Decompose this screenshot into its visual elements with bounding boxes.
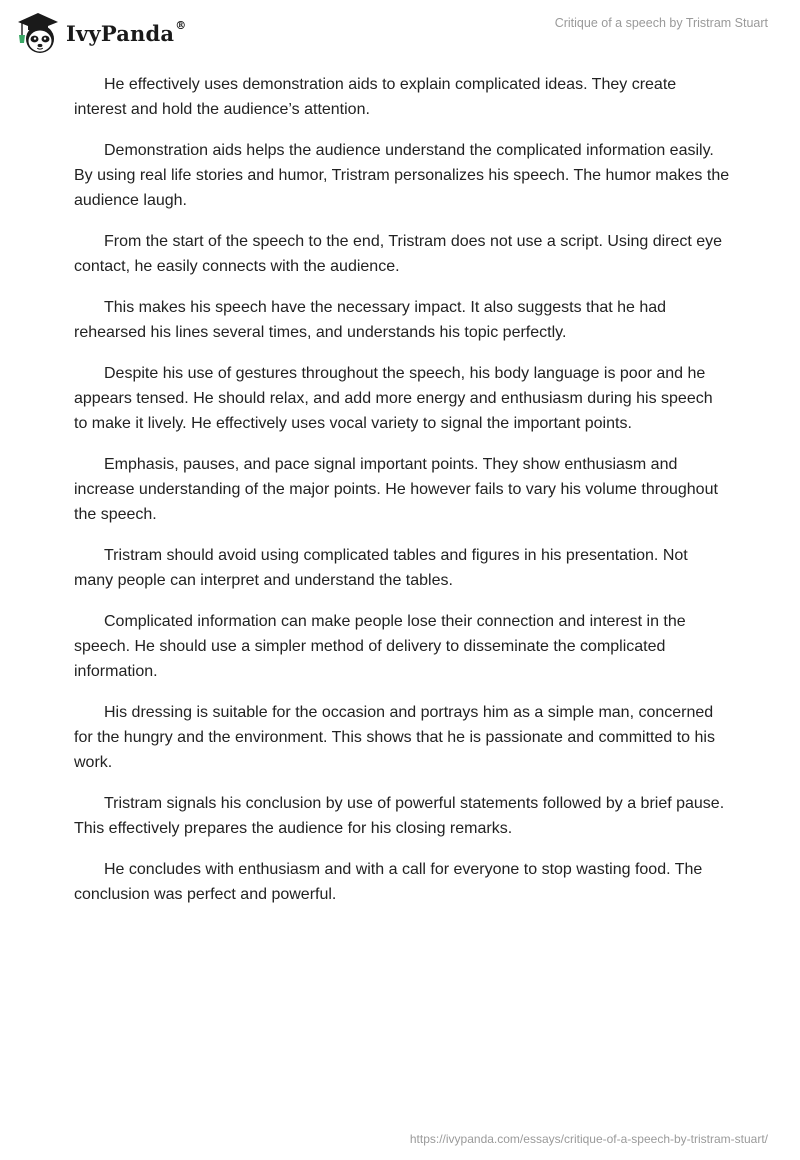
ivypanda-logo[interactable] xyxy=(14,9,186,57)
paragraph: His dressing is suitable for the occasion and portrays him as a simple man, concerned for the hungry and the environment. This shows that he is passionate and committed to his work. xyxy=(74,704,715,771)
paragraph: This makes his speech have the necessary impact. It also suggests that he had rehearsed his lines several times, and understands his topic perfectly. xyxy=(74,299,667,341)
panda-graduate-icon xyxy=(14,9,62,57)
paragraph: Tristram should avoid using complicated tables and figures in his presentation. Not many people can interpret and understand the tables. xyxy=(74,547,688,589)
essay-body xyxy=(74,72,730,923)
page-header xyxy=(0,0,800,64)
paragraph: He effectively uses demonstration aids to explain complicated ideas. They create interest and hold the audience’s attention. xyxy=(74,76,677,118)
paragraph: He concludes with enthusiasm and with a call for everyone to stop wasting food. The conclusion was perfect and powerful. xyxy=(74,861,703,903)
paragraph: Complicated information can make people lose their connection and interest in the speech. He should use a simpler method of delivery to disseminate the complicated information. xyxy=(74,613,686,680)
paragraph: Tristram signals his conclusion by use of powerful statements followed by a brief pause. This effectively prepares the audience for his closing remarks. xyxy=(74,795,725,837)
paragraph: Emphasis, pauses, and pace signal important points. They show enthusiasm and increase understanding of the major points. He however fails to vary his volume throughout the speech. xyxy=(74,456,718,523)
document-title: Critique of a speech by Tristram Stuart xyxy=(554,16,768,30)
brand-name: IvyPanda® xyxy=(66,18,187,46)
paragraph: Despite his use of gestures throughout the speech, his body language is poor and he appears tensed. He should relax, and add more energy and enthusiasm during his speech to make it lively. He effectively uses vocal variety to signal the important points. xyxy=(74,365,713,432)
registered-mark: ® xyxy=(175,18,187,32)
paragraph: From the start of the speech to the end, Tristram does not use a script. Using direct eye contact, he easily connects with the audience. xyxy=(74,233,723,275)
source-url-link[interactable]: https://ivypanda.com/essays/critique-of-a-speech-by-tristram-stuart/ xyxy=(409,1132,768,1146)
paragraph: Demonstration aids helps the audience understand the complicated information easily. By using real life stories and humor, Tristram personalizes his speech. The humor makes the audience laugh. xyxy=(74,142,730,209)
